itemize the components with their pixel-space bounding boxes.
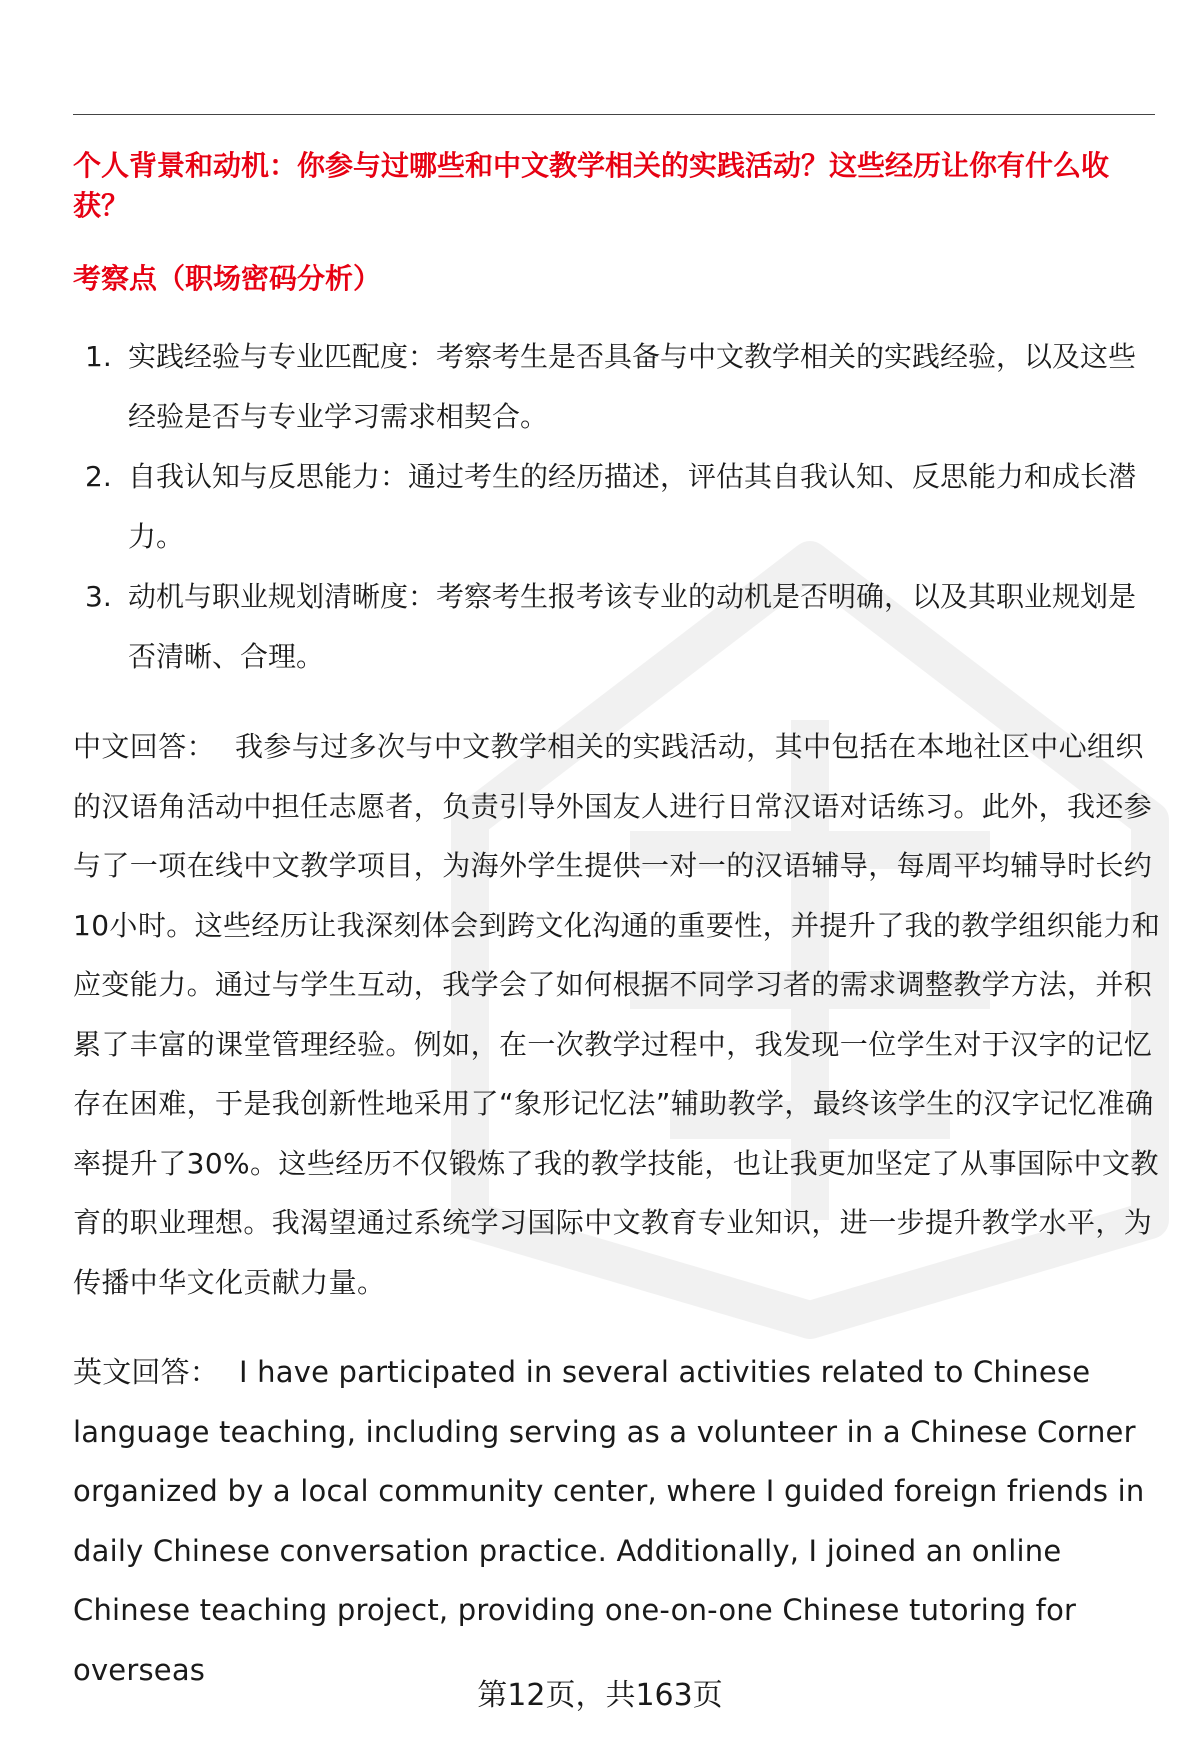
question-heading: 个人背景和动机：你参与过哪些和中文教学相关的实践活动？这些经历让你有什么收获？ [73, 149, 1110, 222]
list-item-number: 2. [85, 460, 112, 493]
chinese-answer-text: 我参与过多次与中文教学相关的实践活动，其中包括在本地社区中心组织的汉语角活动中担任志愿者，负责引导外国友人进行日常汉语对话练习。此外，我还参与了一项在线中文教学项目，为海外学生提供一对一的汉语辅导，每周平均辅导时长约10小时。这些经历让我深刻体会到跨文化沟通的重要性，并提升了我的教学组织能力和应变能力。通过与学生互动，我学会了如何根据不同学习者的需求调整教学方法，并积累了丰富的课堂管理经验。例如，在一次教学过程中，我发现一位学生对于汉字的记忆存在困难，于是我创新性地采用了“象形记忆法”辅助教学，最终该学生的汉字记忆准确率提升了30%。这些经历不仅锻炼了我的教学技能，也让我更加坚定了从事国际中文教育的职业理想。我渴望通过系统学习国际中文教育专业知识，进一步提升教学水平，为传播中华文化贡献力量。 [73, 730, 1161, 1299]
english-answer-label: 英文回答： [73, 1355, 220, 1389]
list-item [73, 567, 1163, 687]
list-item [73, 447, 1163, 567]
list-item [73, 327, 1163, 447]
list-item-text: 动机与职业规划清晰度：考察考生报考该专业的动机是否明确，以及其职业规划是否清晰、合理。 [128, 580, 1137, 673]
list-item-text: 实践经验与专业匹配度：考察考生是否具备与中文教学相关的实践经验，以及这些经验是否与专业学习需求相契合。 [128, 340, 1137, 433]
section-title: 考察点（职场密码分析） [73, 262, 382, 295]
header-rule [73, 114, 1155, 115]
assessment-points-list [73, 327, 1163, 687]
list-item-number: 1. [85, 340, 112, 373]
chinese-answer-label: 中文回答： [73, 730, 216, 763]
page-number-footer: 第12页，共163页 [477, 1678, 723, 1713]
list-item-number: 3. [85, 580, 112, 613]
english-answer-text: I have participated in several activities related to Chinese language teaching, including serving as a volunteer in a Chinese Corner organized by a local community center, where I guided foreign friends in daily Chinese conversation practice. Additionally, I joined an online Chinese teaching project, providing one-on-one Chinese tutoring for overseas [73, 1355, 1145, 1687]
chinese-answer-paragraph [73, 717, 1163, 1312]
list-item-text: 自我认知与反思能力：通过考生的经历描述，评估其自我认知、反思能力和成长潜力。 [128, 460, 1137, 553]
english-answer-paragraph [73, 1343, 1163, 1700]
